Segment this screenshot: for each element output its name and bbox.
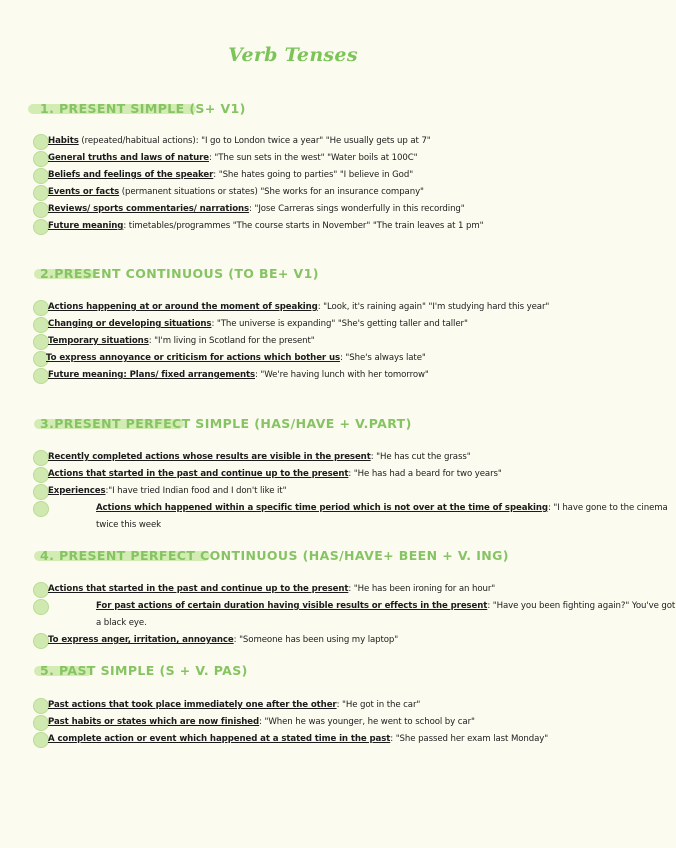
section-present-simple (0, 99, 636, 235)
section-present-perfect-simple (0, 414, 668, 534)
section-heading: 4. PRESENT PERFECT CONTINUOUS (HAS/HAVE+ BEEN + V. ING) (0, 546, 636, 568)
list-item: Past actions that took place immediately one after the other: "He got in the car" (0, 697, 636, 714)
list-item: General truths and laws of nature: "The sun sets in the west" "Water boils at 100C" (0, 150, 636, 167)
list-item: Actions that started in the past and continue up to the present: "He has been ironing for an hour" (0, 581, 636, 598)
section-heading: 3.PRESENT PERFECT SIMPLE (HAS/HAVE + V.PART) (0, 414, 636, 436)
list-item: Future meaning: timetables/programmes "The course starts in November" "The train leaves at 1 pm" (0, 218, 636, 235)
list-item: For past actions of certain duration having visible results or effects in the present: "Have you been fighting again?" You've got a black eye. (0, 598, 636, 632)
bullet-circle (33, 501, 49, 517)
section-present-continuous (0, 264, 636, 384)
list-item: A complete action or event which happened at a stated time in the past: "She passed her exam last Monday" (0, 731, 636, 748)
list-item: Beliefs and feelings of the speaker: "She hates going to parties" "I believe in God" (0, 167, 636, 184)
bullet-circle (33, 300, 49, 316)
bullet-circle (33, 450, 49, 466)
section-past-simple (0, 661, 636, 748)
list-item: Actions which happened within a specific time period which is not over at the time of speaking: "I have gone to the cinema twice this week (0, 500, 636, 534)
list-item: To express annoyance or criticism for actions which bother us: "She's always late" (0, 350, 636, 367)
bullet-circle (33, 168, 49, 184)
list-item: Future meaning: Plans/ fixed arrangements: "We're having lunch with her tomorrow" (0, 367, 636, 384)
list-item: Events or facts (permanent situations or states) "She works for an insurance company" (0, 184, 636, 201)
bullet-circle (33, 582, 49, 598)
list-item: Recently completed actions whose results are visible in the present: "He has cut the grass" (0, 449, 636, 466)
section-heading: 2.PRESENT CONTINUOUS (TO BE+ V1) (0, 264, 636, 286)
bullet-circle (33, 134, 49, 150)
bullet-circle (33, 185, 49, 201)
bullet-circle (33, 484, 49, 500)
section-present-perfect-continuous (0, 546, 676, 649)
list-item: Past habits or states which are now finished: "When he was younger, he went to school by car" (0, 714, 636, 731)
bullet-circle (33, 151, 49, 167)
list-item: Habits (repeated/habitual actions): "I go to London twice a year" "He usually gets up at 7" (0, 133, 636, 150)
list-item: Reviews/ sports commentaries/ narrations: "Jose Carreras sings wonderfully in this recording" (0, 201, 636, 218)
list-item: Experiences:"I have tried Indian food and I don't like it" (0, 483, 636, 500)
list-item: Actions that started in the past and continue up to the present: "He has had a beard for two years" (0, 466, 636, 483)
section-heading: 5. PAST SIMPLE (S + V. PAS) (0, 661, 636, 683)
bullet-circle (33, 633, 49, 649)
bullet-circle (33, 334, 49, 350)
bullet-circle (33, 698, 49, 714)
section-heading: 1. PRESENT SIMPLE (S+ V1) (0, 99, 636, 121)
bullet-circle (33, 368, 49, 384)
bullet-circle (33, 732, 49, 748)
bullet-circle (33, 317, 49, 333)
page-title: Verb Tenses (228, 44, 358, 66)
bullet-circle (33, 599, 49, 615)
bullet-circle (33, 219, 49, 235)
list-item: Changing or developing situations: "The universe is expanding" "She's getting taller and taller" (0, 316, 636, 333)
list-item: To express anger, irritation, annoyance: "Someone has been using my laptop" (0, 632, 636, 649)
bullet-circle (33, 202, 49, 218)
list-item: Actions happening at or around the moment of speaking: "Look, it's raining again" "I'm studying hard this year" (0, 299, 636, 316)
bullet-circle (33, 467, 49, 483)
bullet-circle (33, 715, 49, 731)
list-item: Temporary situations: "I'm living in Scotland for the present" (0, 333, 636, 350)
